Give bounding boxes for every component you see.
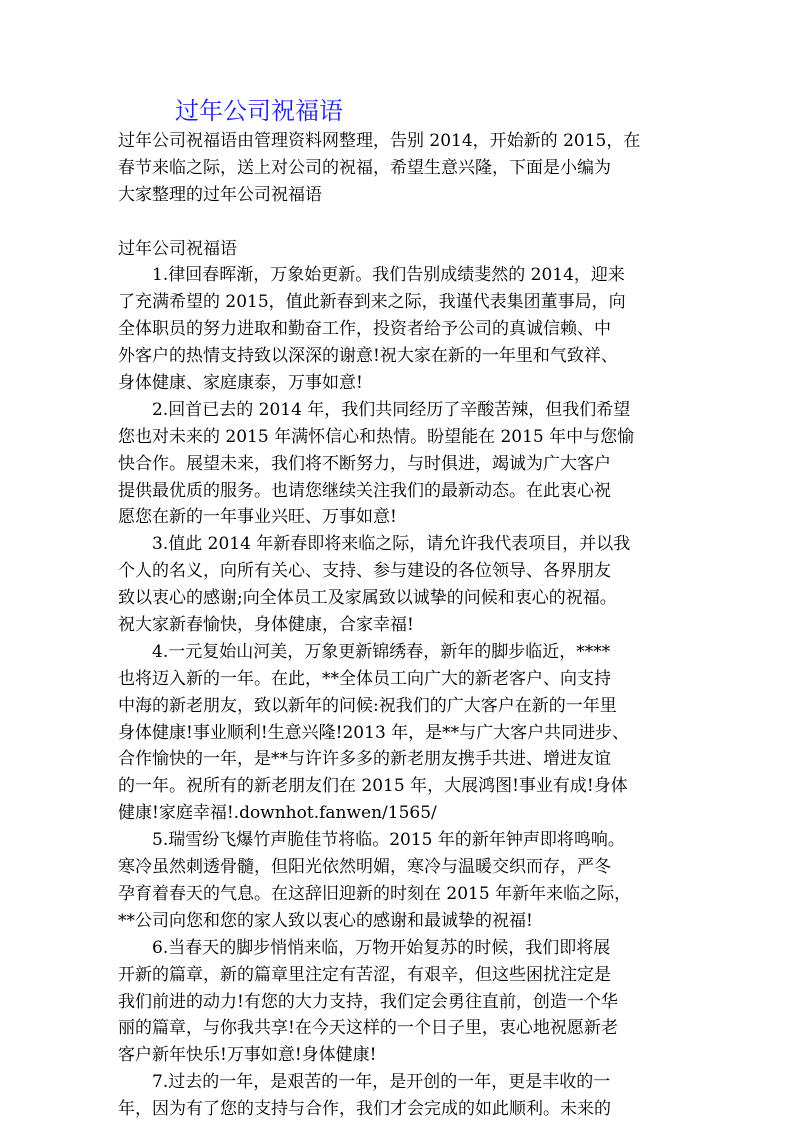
paragraph-line: 提供最优质的服务。也请您继续关注我们的最新动态。在此衷心祝: [118, 480, 611, 501]
intro-line: 过年公司祝福语由管理资料网整理，告别 2014，开始新的 2015，在: [118, 131, 641, 151]
blessing-paragraph-1: [118, 262, 676, 396]
paragraph-line: **公司向您和您的家人致以衷心的感谢和最诚挚的祝福!: [118, 910, 533, 931]
paragraph-line: 愿您在新的一年事业兴旺、万事如意!: [118, 507, 397, 528]
blessing-paragraph-4: [118, 639, 676, 827]
paragraph-line: 7.过去的一年，是艰苦的一年，是开创的一年，更是丰收的一: [152, 1072, 611, 1093]
document-body: [118, 128, 676, 1123]
paragraph-line: 也将迈入新的一年。在此，**全体员工向广大的新老客户、向支持: [118, 668, 611, 689]
paragraph-line: 年，因为有了您的支持与合作，我们才会完成的如此顺利。未来的: [118, 1099, 611, 1120]
paragraph-line: 客户新年快乐!万事如意!身体健康!: [118, 1045, 377, 1066]
paragraph-line: 您也对未来的 2015 年满怀信心和热情。盼望能在 2015 年中与您愉: [118, 426, 635, 447]
blessing-paragraph-5: [118, 827, 676, 935]
blessing-paragraph-3: [118, 531, 676, 639]
paragraph-gap: [118, 209, 676, 236]
paragraph-line: 开新的篇章，新的篇章里注定有苦涩，有艰辛，但这些困扰注定是: [118, 964, 611, 985]
paragraph-line: 合作愉快的一年，是**与许许多多的新老朋友携手共进、增进友谊: [118, 749, 611, 770]
blessing-paragraph-6: [118, 935, 676, 1069]
paragraph-line: 我们前进的动力!有您的大力支持，我们定会勇往直前，创造一个华: [118, 991, 618, 1012]
paragraph-line: 快合作。展望未来，我们将不断努力，与时俱进，竭诚为广大客户: [118, 453, 611, 474]
paragraph-line: 健康!家庭幸福!.downhot.fanwen/1565/: [118, 803, 437, 824]
paragraph-line: 中海的新老朋友，致以新年的问候:祝我们的广大客户在新的一年里: [118, 695, 617, 716]
paragraph-line: 1.律回春晖渐，万象始更新。我们告别成绩斐然的 2014，迎来: [152, 265, 625, 286]
paragraph-line: 致以衷心的感谢;向全体员工及家属致以诚挚的问候和衷心的祝福。: [118, 588, 617, 609]
paragraph-line: 身体健康、家庭康泰，万事如意!: [118, 373, 363, 394]
paragraph-line: 外客户的热情支持致以深深的谢意!祝大家在新的一年里和气致祥、: [118, 346, 618, 367]
paragraph-line: 6.当春天的脚步悄悄来临，万物开始复苏的时候，我们即将展: [152, 937, 611, 958]
paragraph-line: 全体职员的努力进取和勤奋工作，投资者给予公司的真诚信赖、中: [118, 319, 611, 340]
paragraph-line: 3.值此 2014 年新春即将来临之际，请允许我代表项目，并以我: [152, 534, 631, 555]
paragraph-line: 的一年。祝所有的新老朋友们在 2015 年，大展鸿图!事业有成!身体: [118, 776, 628, 797]
paragraph-line: 个人的名义，向所有关心、支持、参与建设的各位领导、各界朋友: [118, 561, 611, 582]
paragraph-line: 祝大家新春愉快，身体健康，合家幸福!: [118, 615, 414, 636]
section-heading: 过年公司祝福语: [118, 238, 237, 259]
intro-line: 春节来临之际，送上对公司的祝福，希望生意兴隆，下面是小编为: [118, 157, 611, 178]
blessing-paragraph-7: [118, 1069, 676, 1123]
paragraph-line: 寒冷虽然刺透骨髓，但阳光依然明媚，寒冷与温暖交织而存，严冬: [118, 857, 611, 878]
paragraph-line: 丽的篇章，与你我共享!在今天这样的一个日子里，衷心地祝愿新老: [118, 1018, 618, 1039]
intro-line: 大家整理的过年公司祝福语: [118, 184, 322, 205]
paragraph-line: 了充满希望的 2015，值此新春到来之际，我谨代表集团董事局，向: [118, 292, 626, 313]
paragraph-line: 身体健康!事业顺利!生意兴隆!2013 年，是**与广大客户共同进步、: [118, 722, 630, 743]
paragraph-line: 5.瑞雪纷飞爆竹声脆佳节将临。2015 年的新年钟声即将鸣响。: [152, 830, 625, 851]
paragraph-line: 4.一元复始山河美，万象更新锦绣春，新年的脚步临近，****: [152, 641, 611, 662]
paragraph-line: 孕育着春天的气息。在这辞旧迎新的时刻在 2015 年新年来临之际，: [118, 883, 632, 904]
paragraph-line: 2.回首已去的 2014 年，我们共同经历了辛酸苦辣，但我们希望: [152, 399, 631, 420]
document-title: 过年公司祝福语: [175, 97, 343, 125]
blessing-paragraph-2: [118, 397, 676, 531]
